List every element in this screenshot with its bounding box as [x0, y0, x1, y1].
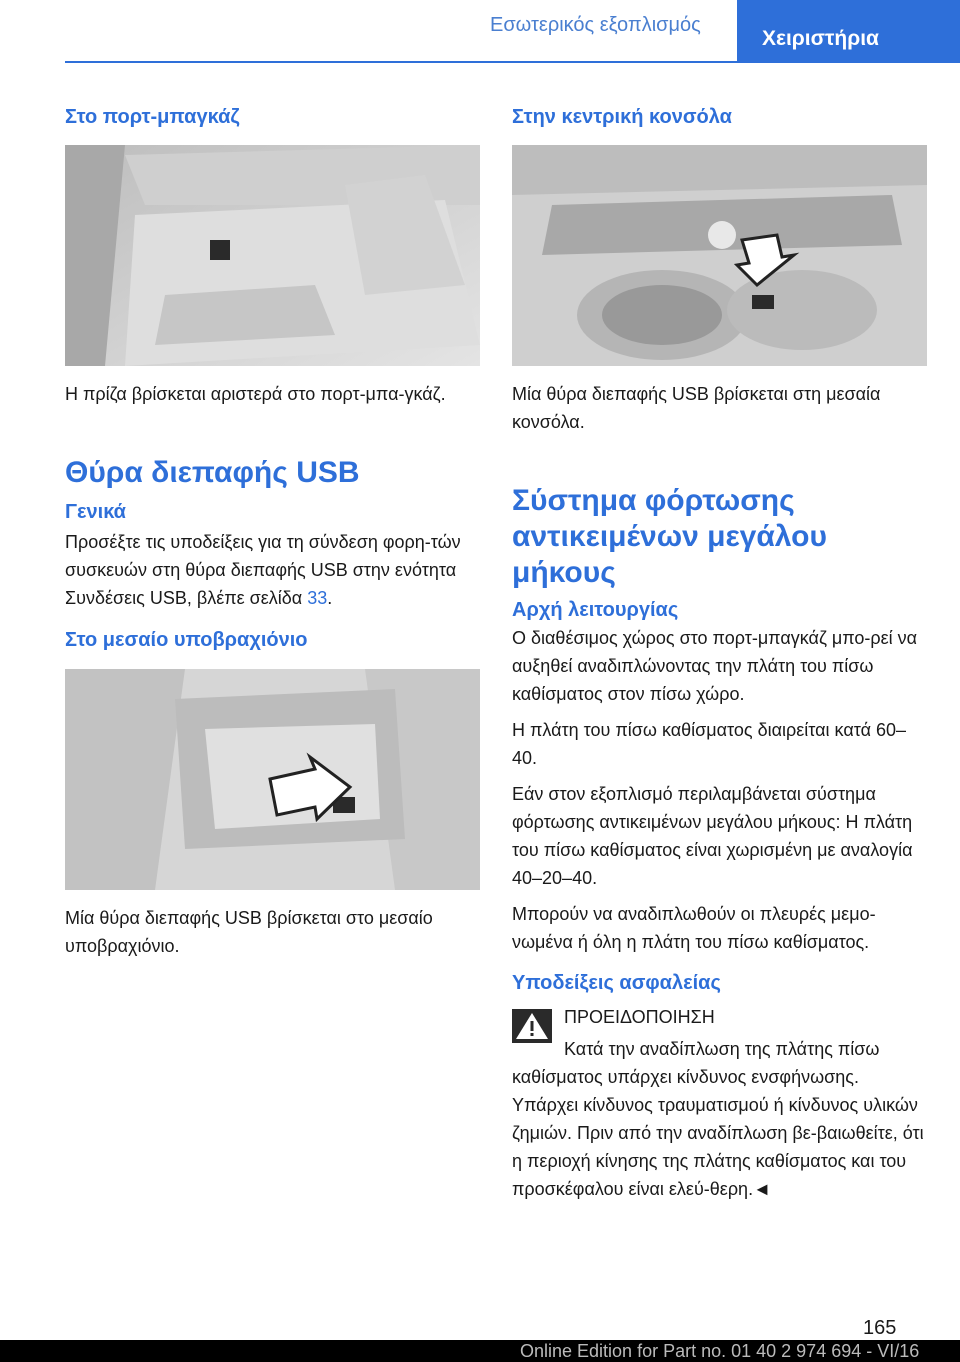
footer-edition: Online Edition for Part no. 01 40 2 974 694 - VI/16 [520, 1341, 920, 1361]
usb-title: Θύρα διεπαφής USB [65, 456, 360, 489]
console-heading: Στην κεντρική κονσόλα [512, 106, 732, 128]
trunk-photo [65, 145, 480, 366]
warning-line-1: Κατά την αναδίπλωση της πλάτης πίσω [564, 1039, 880, 1059]
warning-title: ΠΡΟΕΙΔΟΠΟΙΗΣΗ [564, 1007, 715, 1027]
trunk-heading: Στο πορτ-μπαγκάζ [65, 106, 240, 128]
loading-system-title: Σύστημα φόρτωσης αντικειμένων μεγάλου μήκους [512, 484, 827, 589]
header-rule [65, 61, 960, 63]
general-text-end: . [327, 588, 333, 608]
principle-paragraph-1: Ο διαθέσιμος χώρος στο πορτ-μπαγκάζ μπο-ρεί να αυξηθεί αναδιπλώνοντας την πλάτη του πίσω καθίσματος στον πίσω χώρο. [512, 628, 918, 704]
page-header [0, 0, 960, 62]
header-chapter-tab: Χειριστήρια [737, 0, 960, 62]
principle-paragraph-4: Μπορούν να αναδιπλωθούν οι πλευρές μεμο-νωμένα ή όλη η πλάτη του πίσω καθίσματος. [512, 904, 876, 952]
general-text-body: Προσέξτε τις υποδείξεις για τη σύνδεση φορη-τών συσκευών στη θύρα διεπαφής USB στην ενότητα Συνδέσεις USB, βλέπε σελίδα [65, 532, 461, 608]
principle-heading: Αρχή λειτουργίας [512, 599, 679, 621]
left-column [65, 104, 480, 960]
general-text [65, 528, 480, 612]
armrest-caption: Μία θύρα διεπαφής USB βρίσκεται στο μεσαίο υποβραχιόνιο. [65, 908, 433, 956]
trunk-caption: Η πρίζα βρίσκεται αριστερά στο πορτ-μπα-γκάζ. [65, 384, 446, 404]
page-number: 165 [863, 1317, 897, 1339]
armrest-photo [65, 669, 480, 890]
armrest-heading: Στο μεσαίο υποβραχιόνιο [65, 629, 308, 651]
console-caption: Μία θύρα διεπαφής USB βρίσκεται στη μεσαία κονσόλα. [512, 384, 881, 432]
right-column [512, 104, 927, 1203]
principle-paragraph-2: Η πλάτη του πίσω καθίσματος διαιρείται κατά 60–40. [512, 720, 907, 768]
principle-paragraph-3: Εάν στον εξοπλισμό περιλαμβάνεται σύστημα φόρτωσης αντικειμένων μεγάλου μήκους: Η πλάτη του πίσω καθίσματος είναι χωρισμένη με αναλογία 40–20–40. [512, 784, 913, 888]
page-link-33[interactable]: 33 [307, 588, 328, 608]
warning-triangle-icon [512, 1009, 552, 1043]
safety-heading: Υποδείξεις ασφαλείας [512, 972, 721, 994]
warning-box [512, 1003, 927, 1203]
general-heading: Γενικά [65, 501, 126, 523]
console-photo [512, 145, 927, 366]
warning-body: καθίσματος υπάρχει κίνδυνος ενσφήνωσης. Υπάρχει κίνδυνος τραυματισμού ή κίνδυνος υλικών ζημιών. Πριν από την αναδίπλωση βε-βαιωθείτε, ότι η περιοχή κίνησης της πλάτης καθίσματος και του προσκέφαλου είναι ελεύ-θερη.◄ [512, 1067, 924, 1199]
header-section-title: Εσωτερικός εξοπλισμός [490, 14, 701, 36]
